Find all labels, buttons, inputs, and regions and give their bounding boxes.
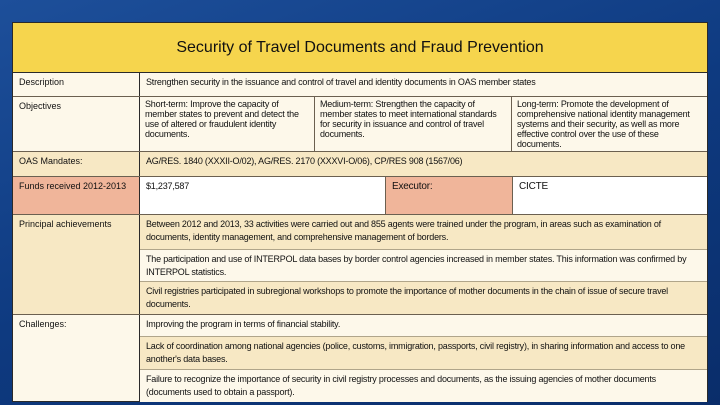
funds-label: Funds received 2012-2013 bbox=[13, 177, 140, 214]
executor-label: Executor: bbox=[386, 177, 513, 214]
objectives-row bbox=[13, 97, 707, 152]
objective-short: Short-term: Improve the capacity of member states to prevent and detect the use of altered or fraudulent identity documents. bbox=[140, 97, 315, 151]
mandates-label: OAS Mandates: bbox=[13, 152, 140, 176]
funds-row bbox=[13, 177, 707, 215]
achievements-row bbox=[13, 215, 707, 315]
table-title: Security of Travel Documents and Fraud Prevention bbox=[13, 23, 707, 73]
achievements-label: Principal achievements bbox=[13, 215, 140, 314]
executor-value: CICTE bbox=[513, 177, 707, 214]
objectives-label: Objectives bbox=[13, 97, 140, 151]
funds-value: $1,237,587 bbox=[140, 177, 386, 214]
challenges-label: Challenges: bbox=[13, 315, 140, 401]
challenges-row bbox=[13, 315, 707, 401]
achievement-item: Civil registries participated in subregional workshops to promote the importance of mother documents in the chain of issue of secure travel documents. bbox=[140, 282, 707, 314]
program-table bbox=[12, 22, 708, 402]
achievement-item: Between 2012 and 2013, 33 activities were carried out and 855 agents were trained under the program, in areas such as examination of documents, identity management, and comprehensive management of borders. bbox=[140, 215, 707, 250]
mandates-row bbox=[13, 152, 707, 177]
description-row bbox=[13, 73, 707, 97]
challenge-item: Lack of coordination among national agencies (police, customs, immigration, passports, civil registry), in sharing information and access to one another's data bases. bbox=[140, 337, 707, 370]
objective-long: Long-term: Promote the development of comprehensive national identity management systems and their security, as well as more effective control over the use of these documents. bbox=[517, 99, 690, 149]
description-label: Description bbox=[13, 73, 140, 96]
challenge-item: Failure to recognize the importance of security in civil registry processes and documents, as the issuing agencies of mother documents (documents used to obtain a passport). bbox=[140, 370, 707, 402]
description-value: Strengthen security in the issuance and control of travel and identity documents in OAS member states bbox=[146, 77, 536, 87]
challenge-item: Improving the program in terms of financial stability. bbox=[140, 315, 707, 337]
objective-medium: Medium-term: Strengthen the capacity of member states to meet international standards for security in issuance and control of travel documents. bbox=[315, 97, 512, 151]
achievement-item: The participation and use of INTERPOL data bases by border control agencies increased in member states. This information was confirmed by INTERPOL statistics. bbox=[140, 250, 707, 282]
mandates-value: AG/RES. 1840 (XXXII-O/02), AG/RES. 2170 (XXXVI-O/06), CP/RES 908 (1567/06) bbox=[146, 156, 463, 166]
